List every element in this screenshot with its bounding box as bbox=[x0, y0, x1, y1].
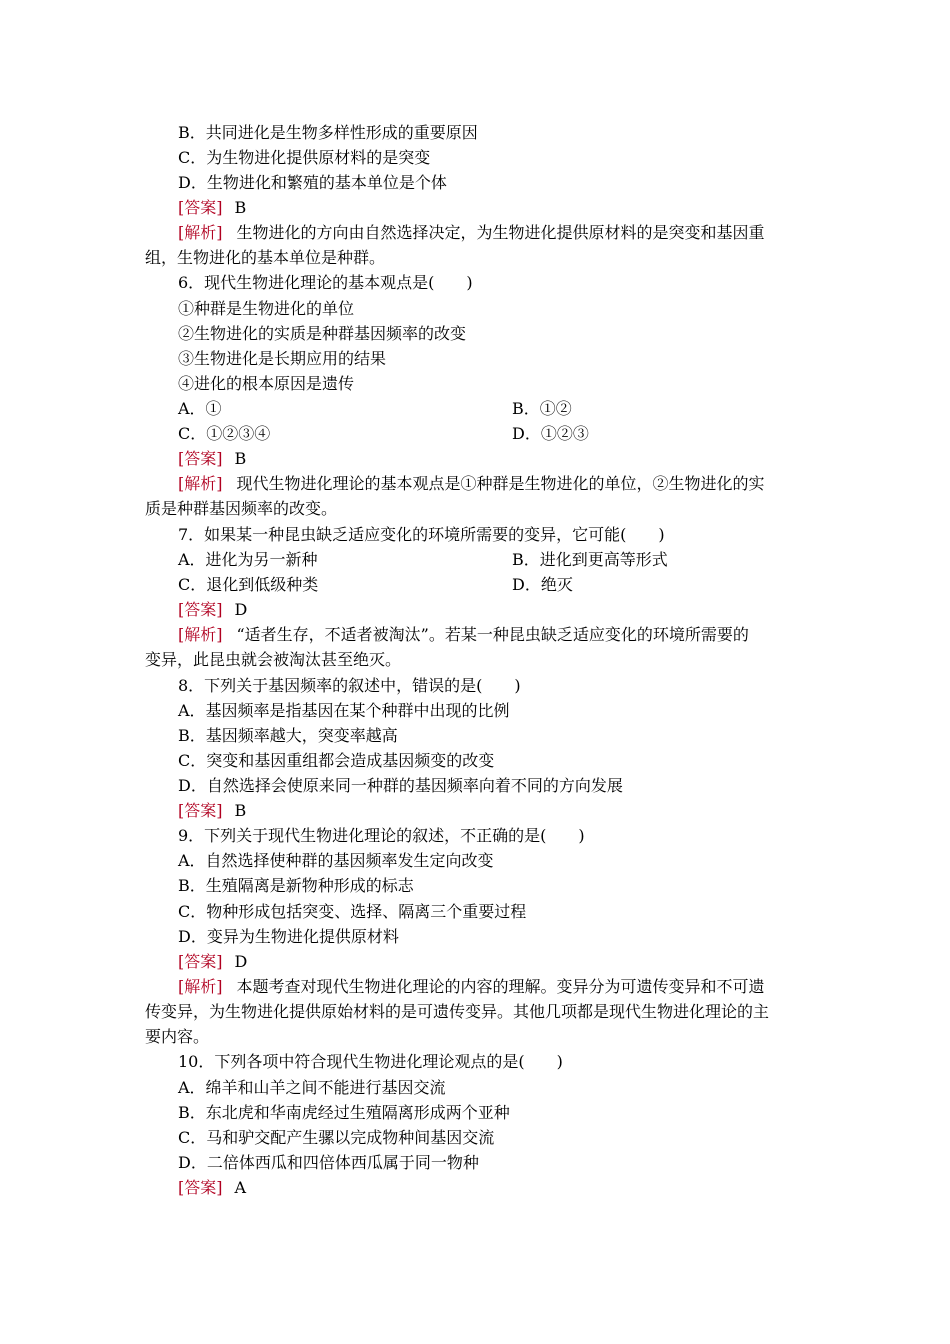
analysis-label: [解析] bbox=[178, 223, 223, 242]
q9-stem: 9．下列关于现代生物进化理论的叙述，不正确的是( ) bbox=[178, 826, 585, 845]
analysis-label: [解析] bbox=[178, 474, 223, 493]
analysis-text: 生物进化的方向由自然选择决定，为生物进化提供原材料的是突变和基因重 bbox=[236, 223, 765, 242]
q9-option-b: B．生殖隔离是新物种形成的标志 bbox=[178, 876, 414, 895]
q6-analysis-line-2: 质是种群基因频率的改变。 bbox=[145, 499, 338, 518]
q6-statement-1: ①种群是生物进化的单位 bbox=[178, 299, 355, 318]
q6-stem: 6．现代生物进化理论的基本观点是( ) bbox=[178, 273, 473, 292]
q7-option-a: A．进化为另一新种 bbox=[178, 550, 318, 569]
q5-analysis-line-1 bbox=[178, 220, 765, 245]
q8-option-a: A．基因频率是指基因在某个种群中出现的比例 bbox=[178, 701, 510, 720]
q9-analysis-line-2: 传变异，为生物进化提供原始材料的是可遗传变异。其他几项都是现代生物进化理论的主 bbox=[145, 1002, 770, 1021]
q9-analysis-line-1 bbox=[178, 974, 765, 999]
answer-value: D bbox=[234, 600, 248, 619]
answer-label: [答案] bbox=[178, 198, 223, 217]
q10-option-c: C．马和驴交配产生骡以完成物种间基因交流 bbox=[178, 1128, 495, 1147]
answer-label: [答案] bbox=[178, 1178, 223, 1197]
q7-option-b: B．进化到更高等形式 bbox=[512, 550, 668, 569]
q8-stem: 8．下列关于基因频率的叙述中，错误的是( ) bbox=[178, 676, 521, 695]
q5-analysis-line-2: 组，生物进化的基本单位是种群。 bbox=[145, 248, 386, 267]
q10-option-a: A．绵羊和山羊之间不能进行基因交流 bbox=[178, 1078, 446, 1097]
q5-option-d: D．生物进化和繁殖的基本单位是个体 bbox=[178, 173, 447, 192]
q6-statement-3: ③生物进化是长期应用的结果 bbox=[178, 349, 387, 368]
q9-analysis-line-3: 要内容。 bbox=[145, 1027, 210, 1046]
q10-stem: 10．下列各项中符合现代生物进化理论观点的是( ) bbox=[178, 1052, 563, 1071]
q5-option-c: C．为生物进化提供原材料的是突变 bbox=[178, 148, 431, 167]
analysis-text: 现代生物进化理论的基本观点是①种群是生物进化的单位，②生物进化的实 bbox=[236, 474, 765, 493]
q7-option-c: C．退化到低级种类 bbox=[178, 575, 319, 594]
q7-answer-row bbox=[178, 597, 247, 622]
q8-option-b: B．基因频率越大，突变率越高 bbox=[178, 726, 398, 745]
q7-stem: 7．如果某一种昆虫缺乏适应变化的环境所需要的变异，它可能( ) bbox=[178, 525, 665, 544]
q6-analysis-line-1 bbox=[178, 471, 765, 496]
q7-analysis-line-2: 变异，此昆虫就会被淘汰甚至绝灭。 bbox=[145, 650, 402, 669]
q6-option-d: D．①②③ bbox=[512, 424, 589, 443]
q10-option-d: D．二倍体西瓜和四倍体西瓜属于同一物种 bbox=[178, 1153, 479, 1172]
analysis-text: “适者生存，不适者被淘汰”。若某一种昆虫缺乏适应变化的环境所需要的 bbox=[236, 625, 749, 644]
q6-statement-2: ②生物进化的实质是种群基因频率的改变 bbox=[178, 324, 467, 343]
q10-option-b: B．东北虎和华南虎经过生殖隔离形成两个亚种 bbox=[178, 1103, 510, 1122]
answer-label: [答案] bbox=[178, 801, 223, 820]
q5-answer-row bbox=[178, 195, 246, 220]
answer-value: B bbox=[234, 801, 247, 820]
answer-value: B bbox=[234, 449, 247, 468]
analysis-label: [解析] bbox=[178, 977, 223, 996]
q6-option-c: C．①②③④ bbox=[178, 424, 271, 443]
q8-option-d: D．自然选择会使原来同一种群的基因频率向着不同的方向发展 bbox=[178, 776, 623, 795]
analysis-text: 本题考查对现代生物进化理论的内容的理解。变异分为可遗传变异和不可遗 bbox=[236, 977, 765, 996]
q9-option-c: C．物种形成包括突变、选择、隔离三个重要过程 bbox=[178, 902, 527, 921]
answer-label: [答案] bbox=[178, 600, 223, 619]
analysis-label: [解析] bbox=[178, 625, 223, 644]
q6-statement-4: ④进化的根本原因是遗传 bbox=[178, 374, 355, 393]
answer-value: B bbox=[234, 198, 247, 217]
q6-option-b: B．①② bbox=[512, 399, 572, 418]
q7-analysis-line-1 bbox=[178, 622, 749, 647]
q10-answer-row bbox=[178, 1175, 246, 1200]
answer-label: [答案] bbox=[178, 449, 223, 468]
q8-option-c: C．突变和基因重组都会造成基因频变的改变 bbox=[178, 751, 495, 770]
answer-value: A bbox=[234, 1178, 247, 1197]
q8-answer-row bbox=[178, 798, 246, 823]
answer-value: D bbox=[234, 952, 248, 971]
q9-option-d: D．变异为生物进化提供原材料 bbox=[178, 927, 399, 946]
q6-answer-row bbox=[178, 446, 246, 471]
q5-option-b: B．共同进化是生物多样性形成的重要原因 bbox=[178, 123, 478, 142]
q9-answer-row bbox=[178, 949, 247, 974]
answer-label: [答案] bbox=[178, 952, 223, 971]
q7-option-d: D．绝灭 bbox=[512, 575, 573, 594]
q9-option-a: A．自然选择使种群的基因频率发生定向改变 bbox=[178, 851, 494, 870]
q6-option-a: A．① bbox=[178, 399, 222, 418]
